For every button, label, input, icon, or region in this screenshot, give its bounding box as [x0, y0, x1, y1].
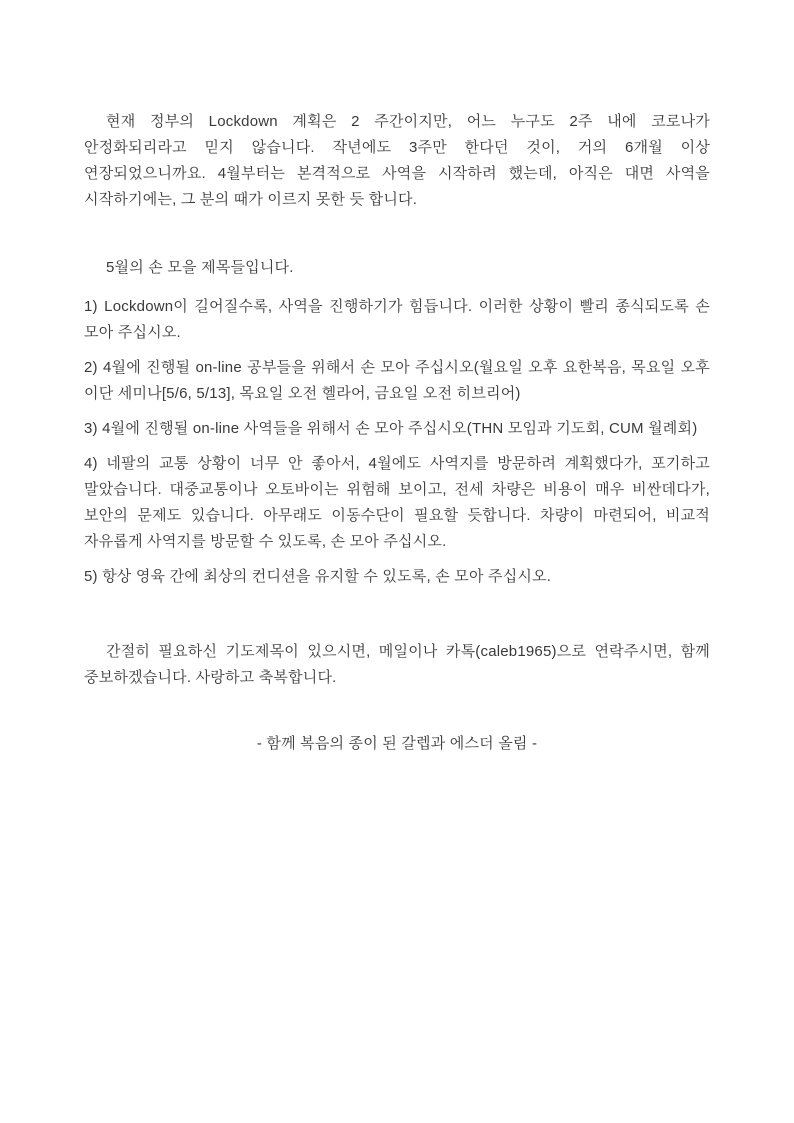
prayer-item-4: 4) 네팔의 교통 상황이 너무 안 좋아서, 4월에도 사역지를 방문하려 계획했다가, 포기하고 말았습니다. 대중교통이나 오토바이는 위험해 보이고, 전세 차량은 비용이 매우 비싼데다가, 보안의 문제도 있습니다. 아무래도 이동수단이 필요할 듯합니다. 차량이 마련되어, 비교적 자유롭게 사역지를 방문할 수 있도록, 손 모아 주십시오.	[84, 455, 710, 550]
prayer-item-2: 2) 4월에 진행될 on-line 공부들을 위해서 손 모아 주십시오(월요일 오후 요한복음, 목요일 오후 이단 세미나[5/6, 5/13], 목요일 오전 헬라어, 금요일 오전 히브리어)	[84, 359, 710, 402]
intro-paragraph: 현재 정부의 Lockdown 계획은 2 주간이지만, 어느 누구도 2주 내에 코로나가 안정화되리라고 믿지 않습니다. 작년에도 3주만 한다던 것이, 거의 6개월 이상 연장되었으니까요. 4월부터는 본격적으로 사역을 시작하려 했는데, 아직은 대면 사역을 시작하기에는, 그 분의 때가 이르지 못한 듯 합니다.	[84, 113, 710, 208]
prayer-item-3: 3) 4월에 진행될 on-line 사역들을 위해서 손 모아 주십시오(THN 모임과 기도회, CUM 월례회)	[84, 420, 698, 437]
prayer-item-1: 1) Lockdown이 길어질수록, 사역을 진행하기가 힘듭니다. 이러한 상황이 빨리 종식되도록 손 모아 주십시오.	[84, 298, 710, 341]
prayer-item-5: 5) 항상 영육 간에 최상의 컨디션을 유지할 수 있도록, 손 모아 주십시오.	[84, 568, 552, 585]
prayer-list-heading: 5월의 손 모을 제목들입니다.	[106, 259, 294, 276]
closing-paragraph: 간절히 필요하신 기도제목이 있으시면, 메일이나 카톡(caleb1965)으로 연락주시면, 함께 중보하겠습니다. 사랑하고 축복합니다.	[84, 643, 710, 686]
signoff-line: - 함께 복음의 종이 된 갈렙과 에스더 올림 -	[256, 735, 538, 752]
